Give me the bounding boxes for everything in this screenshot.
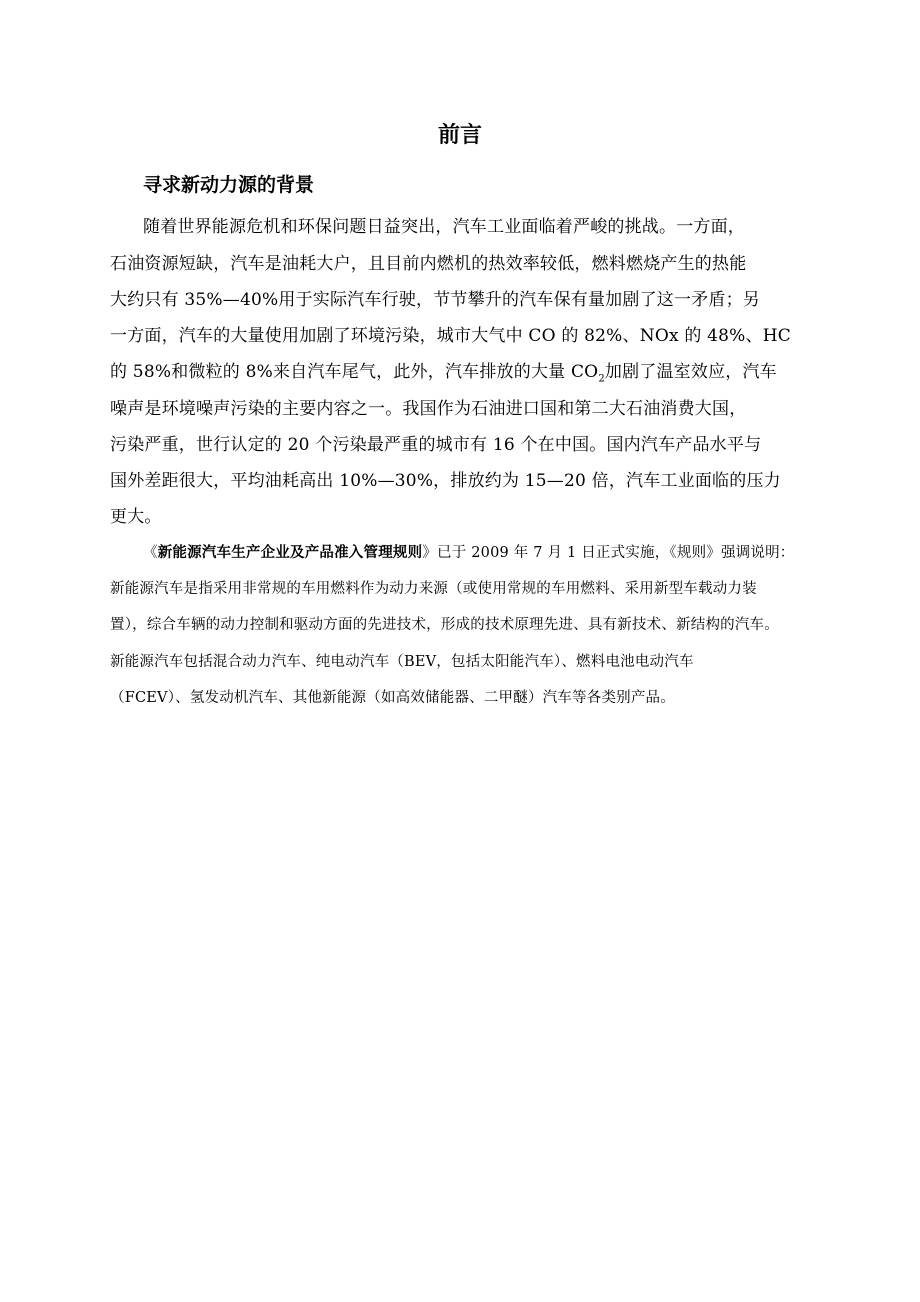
paragraph-line: 新能源汽车是指采用非常规的车用燃料作为动力来源（或使用常规的车用燃料、采用新型车载动力装 — [110, 581, 757, 597]
paragraph-line: 随着世界能源危机和环保问题日益突出，汽车工业面临着严峻的挑战。一方面， — [143, 217, 745, 237]
paragraph-line: （FCEV）、氢发动机汽车、其他新能源（如高效储能器、二甲醚）汽车等各类别产品。 — [110, 690, 675, 706]
line-text: 《 — [143, 545, 158, 561]
subscript: 2 — [598, 373, 605, 385]
paragraph-line: 大约只有 35%—40%用于实际汽车行驶，节节攀升的汽车保有量加剧了这一矛盾；另 — [110, 290, 760, 310]
paragraph-line: 更大。 — [110, 507, 162, 527]
line-text: 》已于 2009 年 7 月 1 日正式实施，《规则》强调说明： — [422, 545, 795, 561]
paragraph-line: 新能源汽车包括混合动力汽车、纯电动汽车（BEV，包括太阳能汽车）、燃料电池电动汽车 — [110, 654, 694, 670]
regulation-title: 新能源汽车生产企业及产品准入管理规则 — [157, 545, 423, 561]
paragraph-line: 一方面，汽车的大量使用加剧了环境污染，城市大气中 CO 的 82%、NOx 的 48%、HC — [110, 326, 791, 346]
line-text: 加剧了温室效应，汽车 — [604, 362, 777, 382]
page-title: 前言 — [437, 123, 482, 148]
paragraph-line: 石油资源短缺，汽车是油耗大户，且目前内燃机的热效率较低，燃料燃烧产生的热能 — [110, 254, 747, 274]
paragraph-line — [143, 541, 863, 562]
paragraph-line: 污染严重，世行认定的 20 个污染最严重的城市有 16 个在中国。国内汽车产品水平与 — [110, 435, 762, 455]
section-heading: 寻求新动力源的背景 — [143, 174, 315, 196]
paragraph-line: 噪声是环境噪声污染的主要内容之一。我国作为石油进口国和第二大石油消费大国， — [110, 399, 747, 419]
paragraph-line — [110, 357, 830, 384]
line-text: 的 58%和微粒的 8%来自汽车尾气，此外，汽车排放的大量 CO — [110, 362, 599, 382]
paragraph-line: 国外差距很大，平均油耗高出 10%—30%，排放约为 15—20 倍，汽车工业面临的压力 — [110, 471, 781, 491]
paragraph-line: 置），综合车辆的动力控制和驱动方面的先进技术，形成的技术原理先进、具有新技术、新结构的汽车。 — [110, 617, 779, 633]
